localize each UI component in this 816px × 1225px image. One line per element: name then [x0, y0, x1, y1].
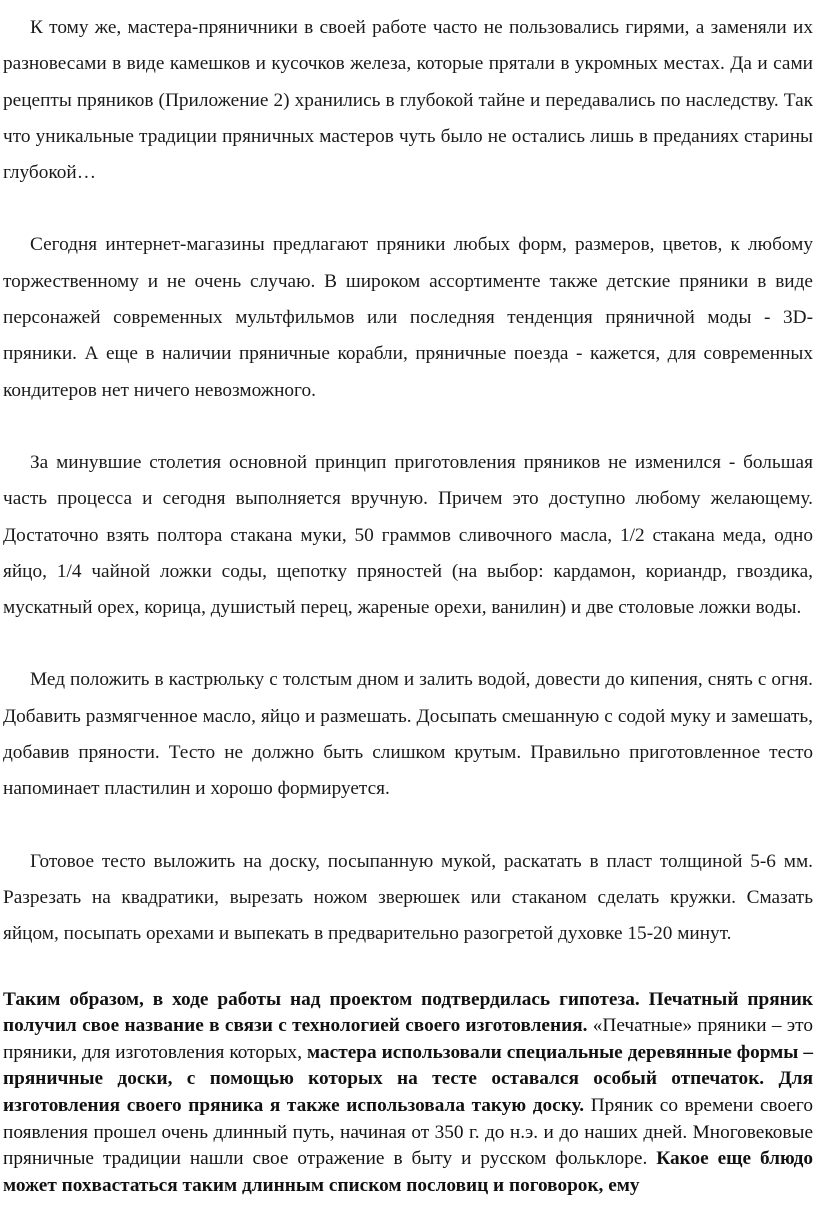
paragraph-dough-preparation: Мед положить в кастрюльку с толстым дном и залить водой, довести до кипения, снять с огня. Добавить размягченное масло, яйцо и размешать. Досыпать смешанную с содой муку и замешать, добавив пряности. Тесто не должно быть слишком крутым. Правильно приготовленное тесто напоминает пластилин и хорошо формируется.	[3, 669, 813, 800]
conclusion-paragraph	[3, 987, 813, 1200]
conclusion-history-text: Пряник со времени своего появления прошел очень длинный путь, начиная от 350 г. до н.э. и до наших дней. Многовековые пряничные традиции нашли свое отражение в быту и русском фольклоре.	[3, 1094, 814, 1170]
conclusion-definition-text: «Печатные» пряники – это пряники, для изготовления которых,	[3, 1015, 813, 1063]
conclusion-proverbs-text: Какое еще блюдо может похвастаться таким длинным списком пословиц и поговорок, ему	[3, 1148, 813, 1196]
conclusion-hypothesis-text: Таким образом, в ходе работы над проектом подтвердилась гипотеза. Печатный пряник получил свое название в связи с технологией своего изготовления.	[3, 988, 813, 1037]
paragraph-online-shops: Сегодня интернет-магазины предлагают пряники любых форм, размеров, цветов, к любому торжественному и не очень случаю. В широком ассортименте также детские пряники в виде персонажей современных мультфильмов или последняя тенденция пряничной моды - 3D-пряники. А еще в наличии пряничные корабли, пряничные поезда - кажется, для современных кондитеров нет ничего невозможного.	[3, 234, 813, 401]
paragraph-ingredients: За минувшие столетия основной принцип приготовления пряников не изменился - большая часть процесса и сегодня выполняется вручную. Причем это доступно любому желающему. Достаточно взять полтора стакана муки, 50 граммов сливочного масла, 1/2 стакана меда, одно яйцо, 1/4 чайной ложки соды, щепотку пряностей (на выбор: кардамон, кориандр, гвоздика, мускатный орех, корица, душистый перец, жареные орехи, ванилин) и две столовые ложки воды.	[3, 451, 813, 619]
paragraph-baking: Готовое тесто выложить на доску, посыпанную мукой, раскатать в пласт толщиной 5-6 мм. Разрезать на квадратики, вырезать ножом зверюшек или стаканом сделать кружки. Смазать яйцом, посыпать орехами и выпекать в предварительно разогретой духовке 15-20 минут.	[3, 850, 813, 945]
conclusion-boards-text: мастера использовали специальные деревянные формы – пряничные доски, с помощью которых на тесте оставался особый отпечаток. Для изготовления своего пряника я также использовала такую доску.	[3, 1041, 814, 1116]
paragraph-scales-and-recipes: К тому же, мастера-пряничники в своей работе часто не пользовались гирями, а заменяли их разновесами в виде камешков и кусочков железа, которые прятали в укромных местах. Да и сами рецепты пряников (Приложение 2) хранились в глубокой тайне и передавались по наследству. Так что уникальные традиции пряничных мастеров чуть было не остались лишь в преданиях старины глубокой…	[3, 17, 813, 184]
